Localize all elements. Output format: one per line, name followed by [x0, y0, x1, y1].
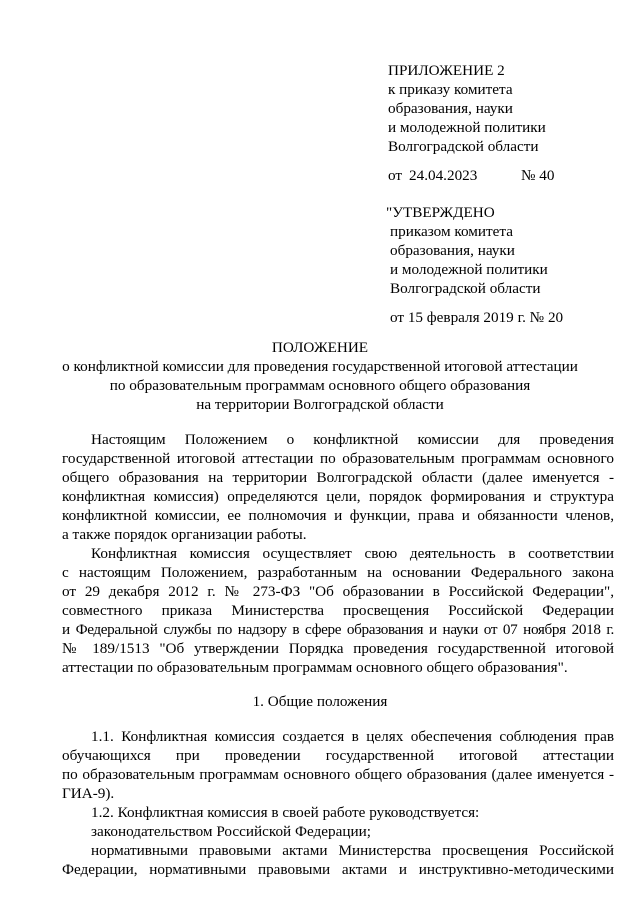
paragraph-line: законодательством Российской Федерации; [91, 823, 371, 840]
paragraph-line: а также порядок организации работы. [62, 526, 307, 543]
appendix-line: образования, науки [388, 100, 513, 117]
appendix-date: 24.04.2023 [409, 167, 478, 184]
paragraph-line: с настоящим Положением, разработанным на основании Федерального закона [62, 564, 614, 581]
appendix-date-prefix: от [388, 167, 403, 184]
paragraph-line: 1.1. Конфликтная комиссия создается в целях обеспечения соблюдения прав [91, 728, 614, 745]
document-subtitle-line: о конфликтной комиссии для проведения государственной итоговой аттестации [62, 358, 578, 375]
paragraph-line: общего образования на территории Волгоградской области (далее именуется - [62, 469, 614, 486]
paragraph-line: Конфликтная комиссия осуществляет свою деятельность в соответствии [91, 545, 614, 562]
paragraph-line: государственной итоговой аттестации по образовательным программам основного [62, 450, 614, 467]
paragraph-line: нормативными правовыми актами Министерства просвещения Российской [91, 842, 614, 859]
approved-line: "УТВЕРЖДЕНО [386, 204, 495, 221]
paragraph-line: и Федеральной службы по надзору в сфере образования и науки от 07 ноября 2018 г. [62, 621, 614, 638]
paragraph-line: конфликтной комиссии, ее полномочия и функции, права и обязанности членов, [62, 507, 614, 524]
approved-line: приказом комитета [390, 223, 513, 240]
paragraph-line: аттестации по образовательным программам основного общего образования". [62, 659, 568, 676]
paragraph-line: от 29 декабря 2012 г. № 273-ФЗ "Об образовании в Российской Федерации", [62, 583, 614, 600]
appendix-line: к приказу комитета [388, 81, 513, 98]
approved-date-line: от 15 февраля 2019 г. № 20 [390, 309, 564, 326]
document-title: ПОЛОЖЕНИЕ [271, 339, 369, 356]
document-subtitle-line: на территории Волгоградской области [196, 396, 444, 413]
paragraph-line: по образовательным программам основного общего образования (далее именуется - [62, 766, 614, 783]
appendix-number: № 40 [521, 167, 555, 184]
paragraph-line: обучающихся при проведении государственной итоговой аттестации [62, 747, 614, 764]
section-heading: 1. Общие положения [252, 693, 388, 710]
paragraph-line: Федерации, нормативными правовыми актами и инструктивно-методическими [62, 861, 614, 878]
approved-line: образования, науки [390, 242, 515, 259]
paragraph-line: № 189/1513 "Об утверждении Порядка проведения государственной итоговой [62, 640, 614, 657]
appendix-line: и молодежной политики [388, 119, 546, 136]
approved-line: и молодежной политики [390, 261, 548, 278]
paragraph-line: Настоящим Положением о конфликтной комиссии для проведения [91, 431, 614, 448]
paragraph-line: ГИА-9). [62, 785, 115, 802]
paragraph-line: совместного приказа Министерства просвещения Российской Федерации [62, 602, 614, 619]
paragraph-line: конфликтная комиссия) определяются цели, порядок формирования и структура [62, 488, 614, 505]
document-subtitle-line: по образовательным программам основного общего образования [109, 377, 531, 394]
appendix-line: Волгоградской области [388, 138, 539, 155]
approved-line: Волгоградской области [390, 280, 541, 297]
appendix-line: ПРИЛОЖЕНИЕ 2 [388, 62, 505, 79]
paragraph-line: 1.2. Конфликтная комиссия в своей работе руководствуется: [91, 804, 480, 821]
